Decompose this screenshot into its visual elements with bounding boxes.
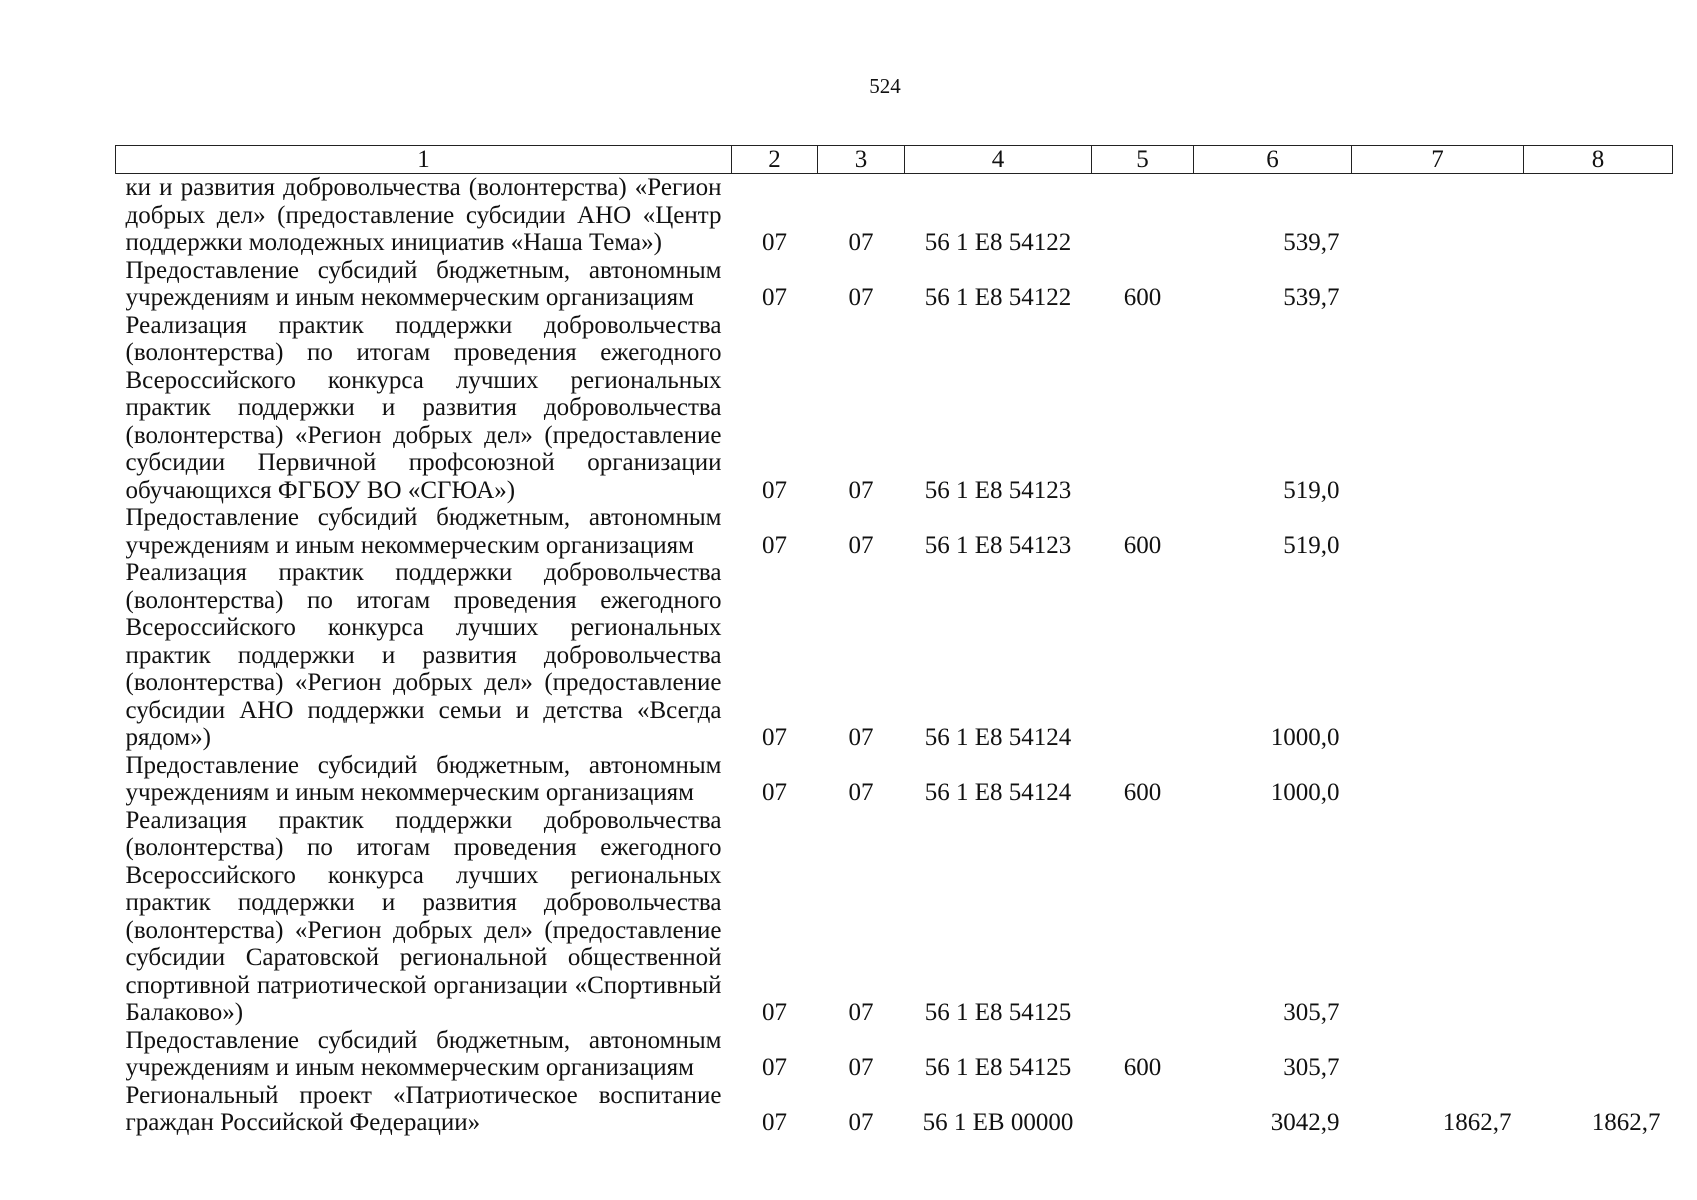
table-row: [116, 504, 1673, 559]
row-name: ки и развития добровольчества (волонтерства) «Регион добрых дел» (предоставление субсидии АНО «Центр поддержки молодежных инициатив «Наша Тема»): [125, 174, 722, 256]
row-amount-6: 539,7: [1283, 284, 1340, 311]
table-row: [116, 312, 1673, 505]
column-header-6: 6: [1194, 146, 1352, 174]
header-row: [116, 146, 1673, 174]
column-header-1: 1: [116, 146, 732, 174]
page-number: 524: [869, 74, 901, 98]
row-subsection: 07: [848, 531, 874, 559]
row-name: Реализация практик поддержки добровольчества (волонтерства) по итогам проведения ежегодного Всероссийского конкурса лучших региональных практик поддержки и развития добровольчества (волонтерства) «Регион добрых дел» (предоставление субсидии Саратовской региональной общественной спортивной патриотической организации «Спортивный Балаково»): [125, 806, 722, 1026]
row-target-code: 56 1 E8 54123: [924, 476, 1072, 504]
row-subsection: 07: [848, 284, 874, 311]
row-amount-7: [1352, 559, 1524, 752]
row-section: 07: [762, 1109, 787, 1136]
row-target-code: 56 1 E8 54125: [924, 999, 1072, 1026]
row-amount-6: 1000,0: [1270, 724, 1340, 751]
row-target-code: 56 1 E8 54123: [924, 531, 1072, 559]
row-expense-type: [1092, 1082, 1194, 1137]
row-name: Реализация практик поддержки добровольчества (волонтерства) по итогам проведения ежегодного Всероссийского конкурса лучших региональных практик поддержки и развития добровольчества (волонтерства) «Регион добрых дел» (предоставление субсидии АНО поддержки семьи и детства «Всегда рядом»): [125, 559, 722, 751]
row-amount-8: [1524, 752, 1673, 807]
row-amount-7: [1352, 807, 1524, 1027]
row-amount-7: [1352, 257, 1524, 312]
row-subsection: 07: [848, 1054, 874, 1081]
row-expense-type: 600: [1123, 284, 1162, 311]
row-amount-6: 1000,0: [1270, 779, 1340, 806]
column-header-8: 8: [1524, 146, 1673, 174]
row-target-code: 56 1 EВ 00000: [922, 1109, 1074, 1136]
row-target-code: 56 1 E8 54124: [924, 724, 1072, 751]
row-expense-type: [1092, 174, 1194, 257]
table-row: [116, 1082, 1673, 1137]
row-target-code: 56 1 E8 54122: [924, 284, 1072, 311]
row-amount-8: [1524, 312, 1673, 505]
row-name: Региональный проект «Патриотическое воспитание граждан Российской Федерации»: [125, 1081, 722, 1136]
row-name: Реализация практик поддержки добровольчества (волонтерства) по итогам проведения ежегодного Всероссийского конкурса лучших региональных практик поддержки и развития добровольчества (волонтерства) «Регион добрых дел» (предоставление субсидии Первичной профсоюзной организации обучающихся ФГБОУ ВО «СГЮА»): [125, 311, 722, 504]
table-row: [116, 174, 1673, 257]
row-expense-type: [1092, 559, 1194, 752]
row-amount-7: [1352, 504, 1524, 559]
row-amount-8: 1862,7: [1591, 1109, 1661, 1136]
row-amount-7: 1862,7: [1442, 1109, 1512, 1136]
row-amount-7: [1352, 752, 1524, 807]
row-amount-6: 305,7: [1283, 1054, 1340, 1081]
row-amount-6: 519,0: [1283, 476, 1340, 504]
row-expense-type: 600: [1123, 779, 1162, 806]
row-subsection: 07: [848, 724, 874, 751]
row-amount-6: 305,7: [1283, 999, 1340, 1026]
row-section: 07: [762, 724, 787, 751]
row-subsection: 07: [848, 476, 874, 504]
row-section: 07: [762, 476, 787, 504]
row-section: 07: [762, 229, 787, 256]
budget-table: [115, 145, 1673, 1137]
row-name: Предоставление субсидий бюджетным, автономным учреждениям и иным некоммерческим организациям: [125, 751, 722, 806]
row-amount-8: [1524, 559, 1673, 752]
row-expense-type: 600: [1123, 1054, 1162, 1081]
row-target-code: 56 1 E8 54122: [924, 229, 1072, 256]
row-section: 07: [762, 531, 787, 559]
row-amount-8: [1524, 1027, 1673, 1082]
row-amount-6: 539,7: [1283, 229, 1340, 256]
row-amount-6: 519,0: [1283, 531, 1340, 559]
row-section: 07: [762, 779, 787, 806]
table-row: [116, 559, 1673, 752]
row-subsection: 07: [848, 1109, 874, 1136]
row-name: Предоставление субсидий бюджетным, автономным учреждениям и иным некоммерческим организациям: [125, 1026, 722, 1081]
row-amount-8: [1524, 257, 1673, 312]
table-row: [116, 257, 1673, 312]
row-name: Предоставление субсидий бюджетным, автономным учреждениям и иным некоммерческим организациям: [125, 504, 722, 559]
row-expense-type: 600: [1123, 531, 1162, 559]
table-row: [116, 1027, 1673, 1082]
row-target-code: 56 1 E8 54125: [924, 1054, 1072, 1081]
row-amount-6: 3042,9: [1270, 1109, 1340, 1136]
row-subsection: 07: [848, 779, 874, 806]
column-header-7: 7: [1352, 146, 1524, 174]
row-expense-type: [1092, 807, 1194, 1027]
row-subsection: 07: [848, 229, 874, 256]
row-subsection: 07: [848, 999, 874, 1026]
row-amount-8: [1524, 807, 1673, 1027]
row-target-code: 56 1 E8 54124: [924, 779, 1072, 806]
row-amount-7: [1352, 1027, 1524, 1082]
row-section: 07: [762, 1054, 787, 1081]
row-section: 07: [762, 284, 787, 311]
table-row: [116, 807, 1673, 1027]
row-section: 07: [762, 999, 787, 1026]
column-header-5: 5: [1092, 146, 1194, 174]
table-row: [116, 752, 1673, 807]
column-header-2: 2: [732, 146, 818, 174]
row-amount-7: [1352, 174, 1524, 257]
row-name: Предоставление субсидий бюджетным, автономным учреждениям и иным некоммерческим организациям: [125, 256, 722, 311]
row-amount-8: [1524, 174, 1673, 257]
column-header-3: 3: [818, 146, 905, 174]
column-header-4: 4: [905, 146, 1092, 174]
row-amount-7: [1352, 312, 1524, 505]
row-amount-8: [1524, 504, 1673, 559]
row-expense-type: [1092, 312, 1194, 505]
